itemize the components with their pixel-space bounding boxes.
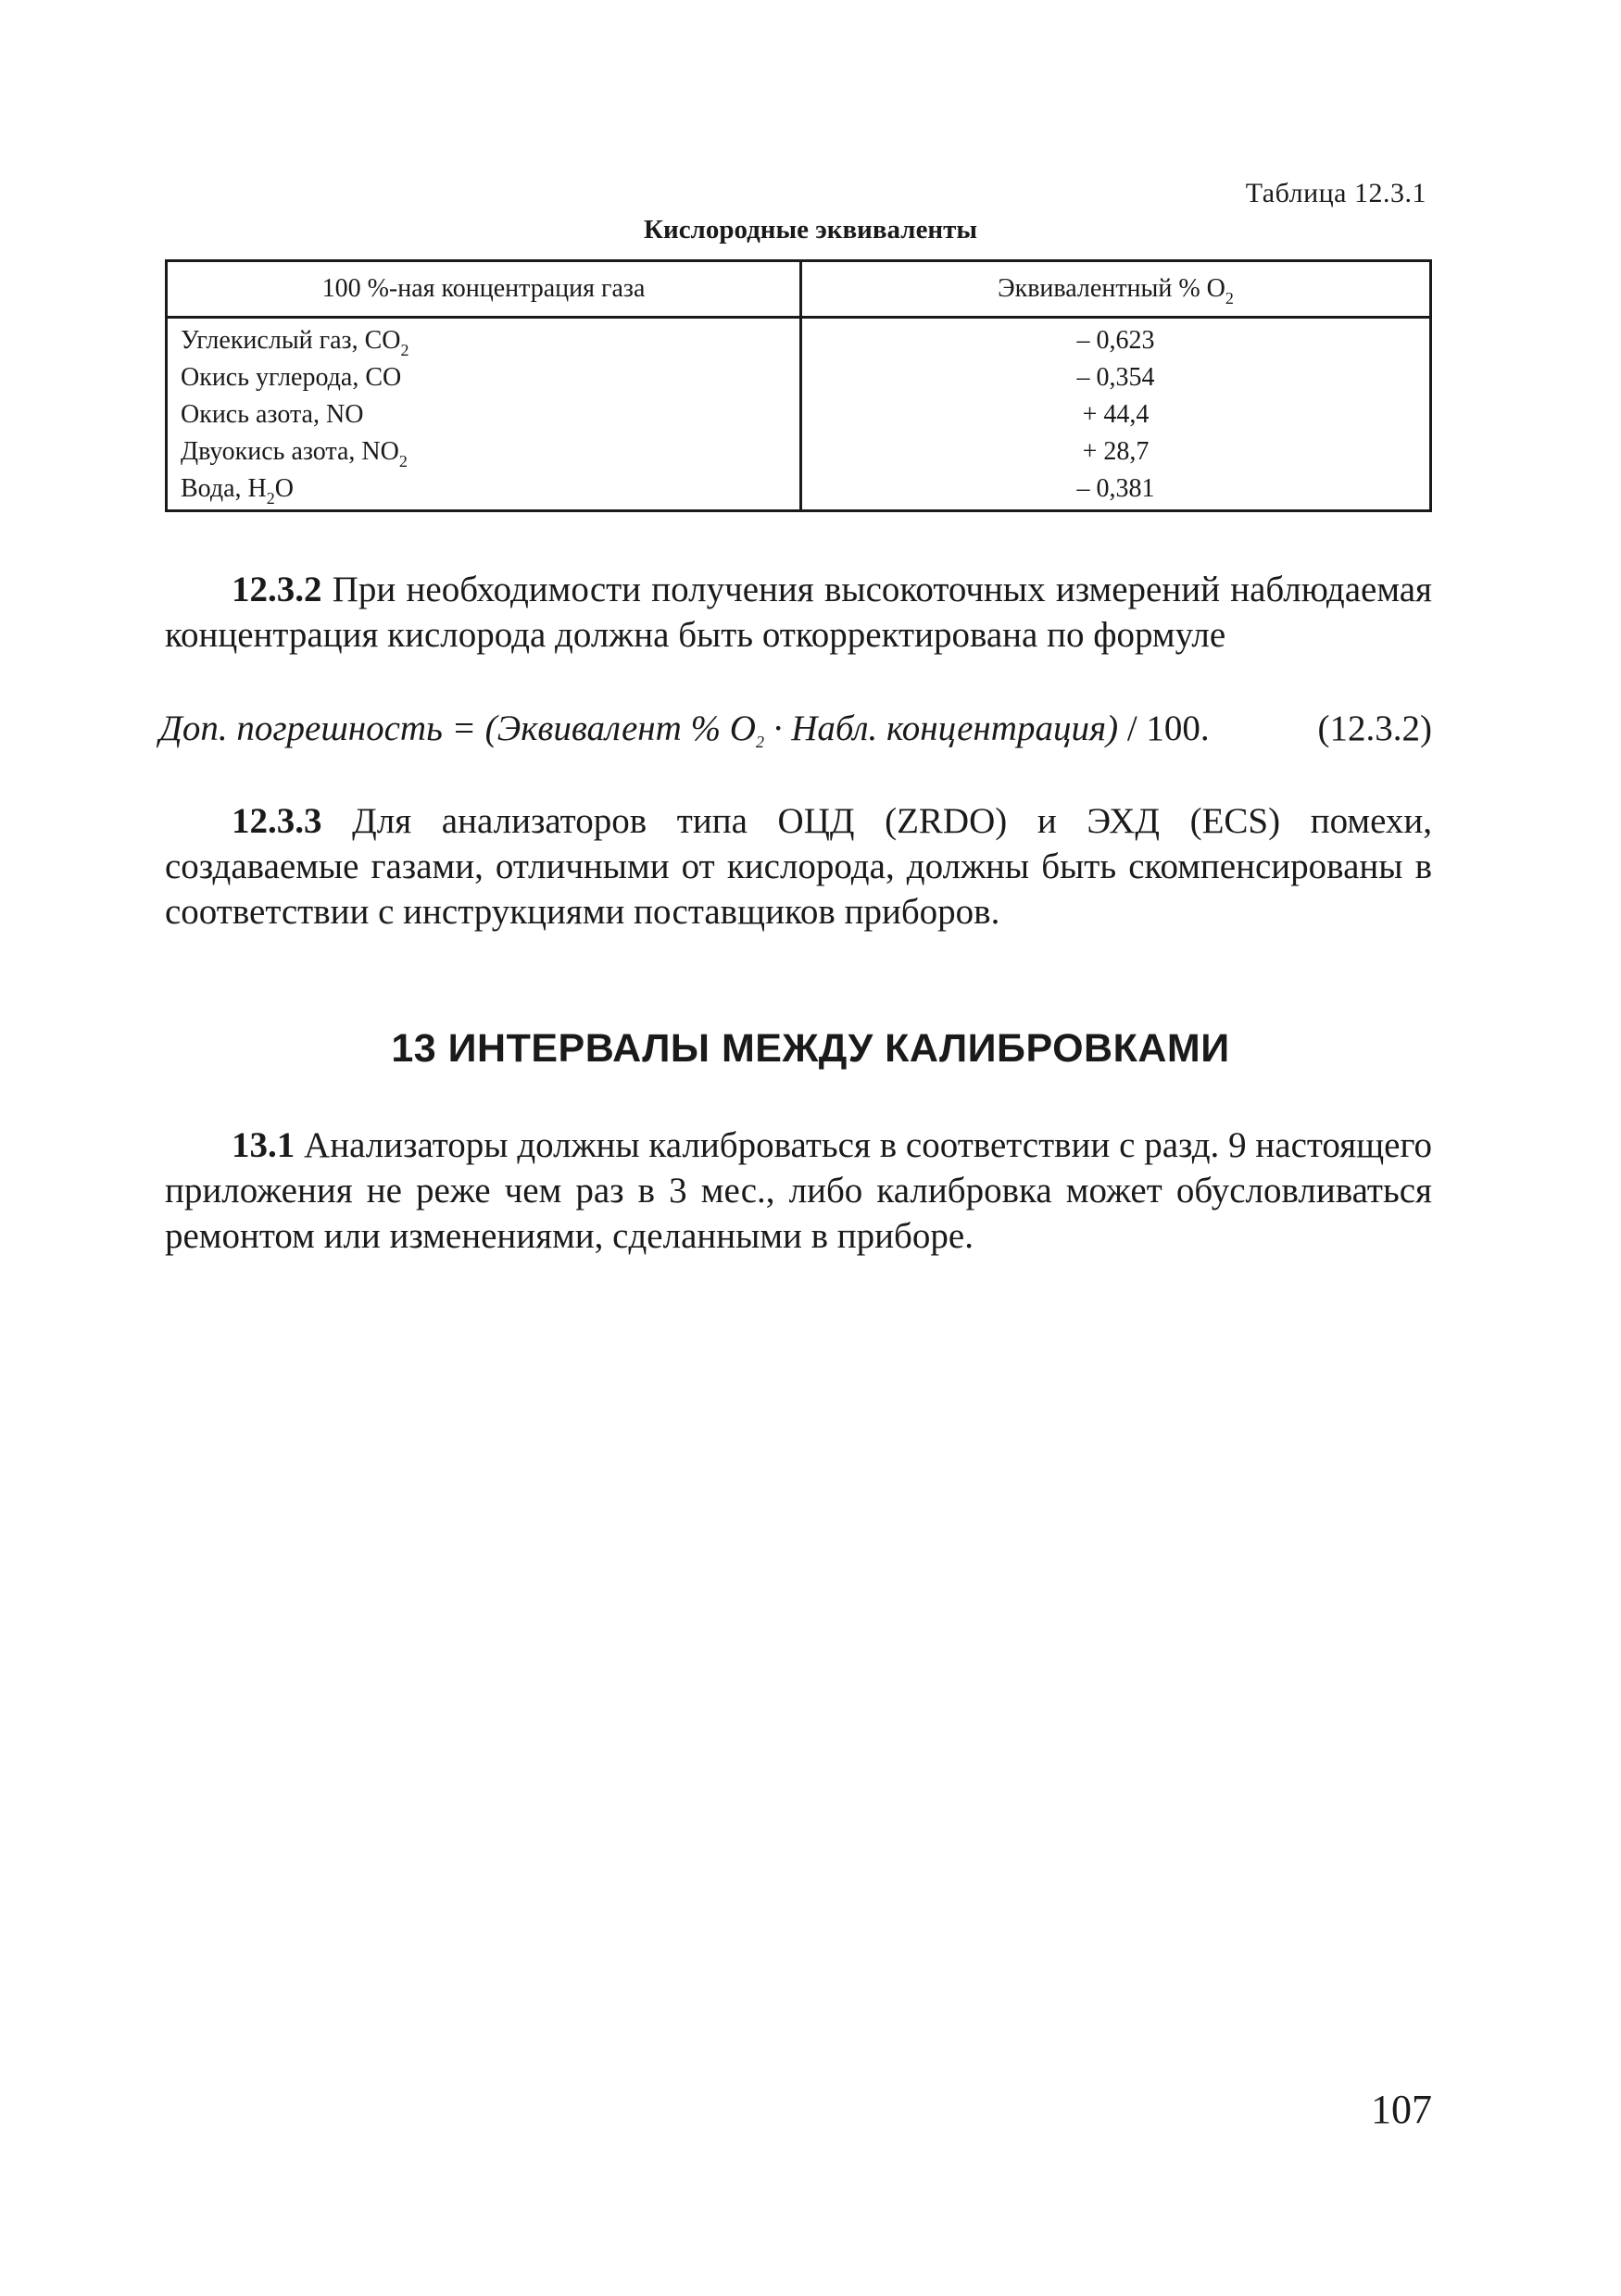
section-heading: 13 ИНТЕРВАЛЫ МЕЖДУ КАЛИБРОВКАМИ [391,1026,1230,1071]
clause-text: Анализаторы должны калиброваться в соответствии с разд. 9 настоящего приложения не реже чем раз в 3 мес., либо калибровка может обусловливаться ремонтом или изменениями, сделанными в приборе. [165,1125,1432,1256]
formula-label: (12.3.2) [1317,709,1432,748]
paragraph-12-3-3 [165,798,1432,935]
header-equivalent-column: Эквивалентный % $O_2$ [801,261,1431,318]
gas-cell: Двуокись азота, $NO_2$ [167,433,801,470]
paragraph-12-3-2 [165,567,1432,658]
oxygen-equivalents-table [165,259,1432,512]
clause-text: При необходимости получения высокоточных измерений наблюдаемая концентрация кислорода должна быть откорректирована по формуле [165,570,1432,655]
table-row [167,359,1431,396]
table-row [167,470,1431,511]
table-title: Кислородные эквиваленты [643,215,978,245]
table-header-row [167,261,1431,318]
formula-expression: Доп. погрешность = (Эквивалент % $O_2$ · Набл. концентрация) / 100. [159,709,1210,751]
gas-cell: Вода, $H_2O$ [167,470,801,511]
value-cell: + 44,4 [801,396,1431,433]
gas-cell: Окись азота, NO [167,396,801,433]
value-cell: – 0,381 [801,470,1431,511]
clause-number: 13.1 [232,1125,295,1165]
paragraph-13-1 [165,1123,1432,1259]
value-cell: – 0,354 [801,359,1431,396]
table-row [167,318,1431,360]
clause-number: 12.3.2 [232,570,322,609]
value-cell: – 0,623 [801,318,1431,360]
header-gas-column: 100 %-ная концентрация газа [167,261,801,318]
formula-12-3-2 [159,706,1432,751]
clause-number: 12.3.3 [232,801,322,841]
gas-cell: Окись углерода, CO [167,359,801,396]
table-number-label: Таблица 12.3.1 [1245,178,1426,208]
table-row [167,396,1431,433]
table-row [167,433,1431,470]
value-cell: + 28,7 [801,433,1431,470]
page-number: 107 [1371,2087,1432,2132]
clause-text: Для анализаторов типа ОЦД (ZRDO) и ЭХД (ECS) помехи, создаваемые газами, отличными от кислорода, должны быть скомпенсированы в соответствии с инструкциями поставщиков приборов. [165,801,1432,932]
gas-cell: Углекислый газ, $CO_2$ [167,318,801,360]
